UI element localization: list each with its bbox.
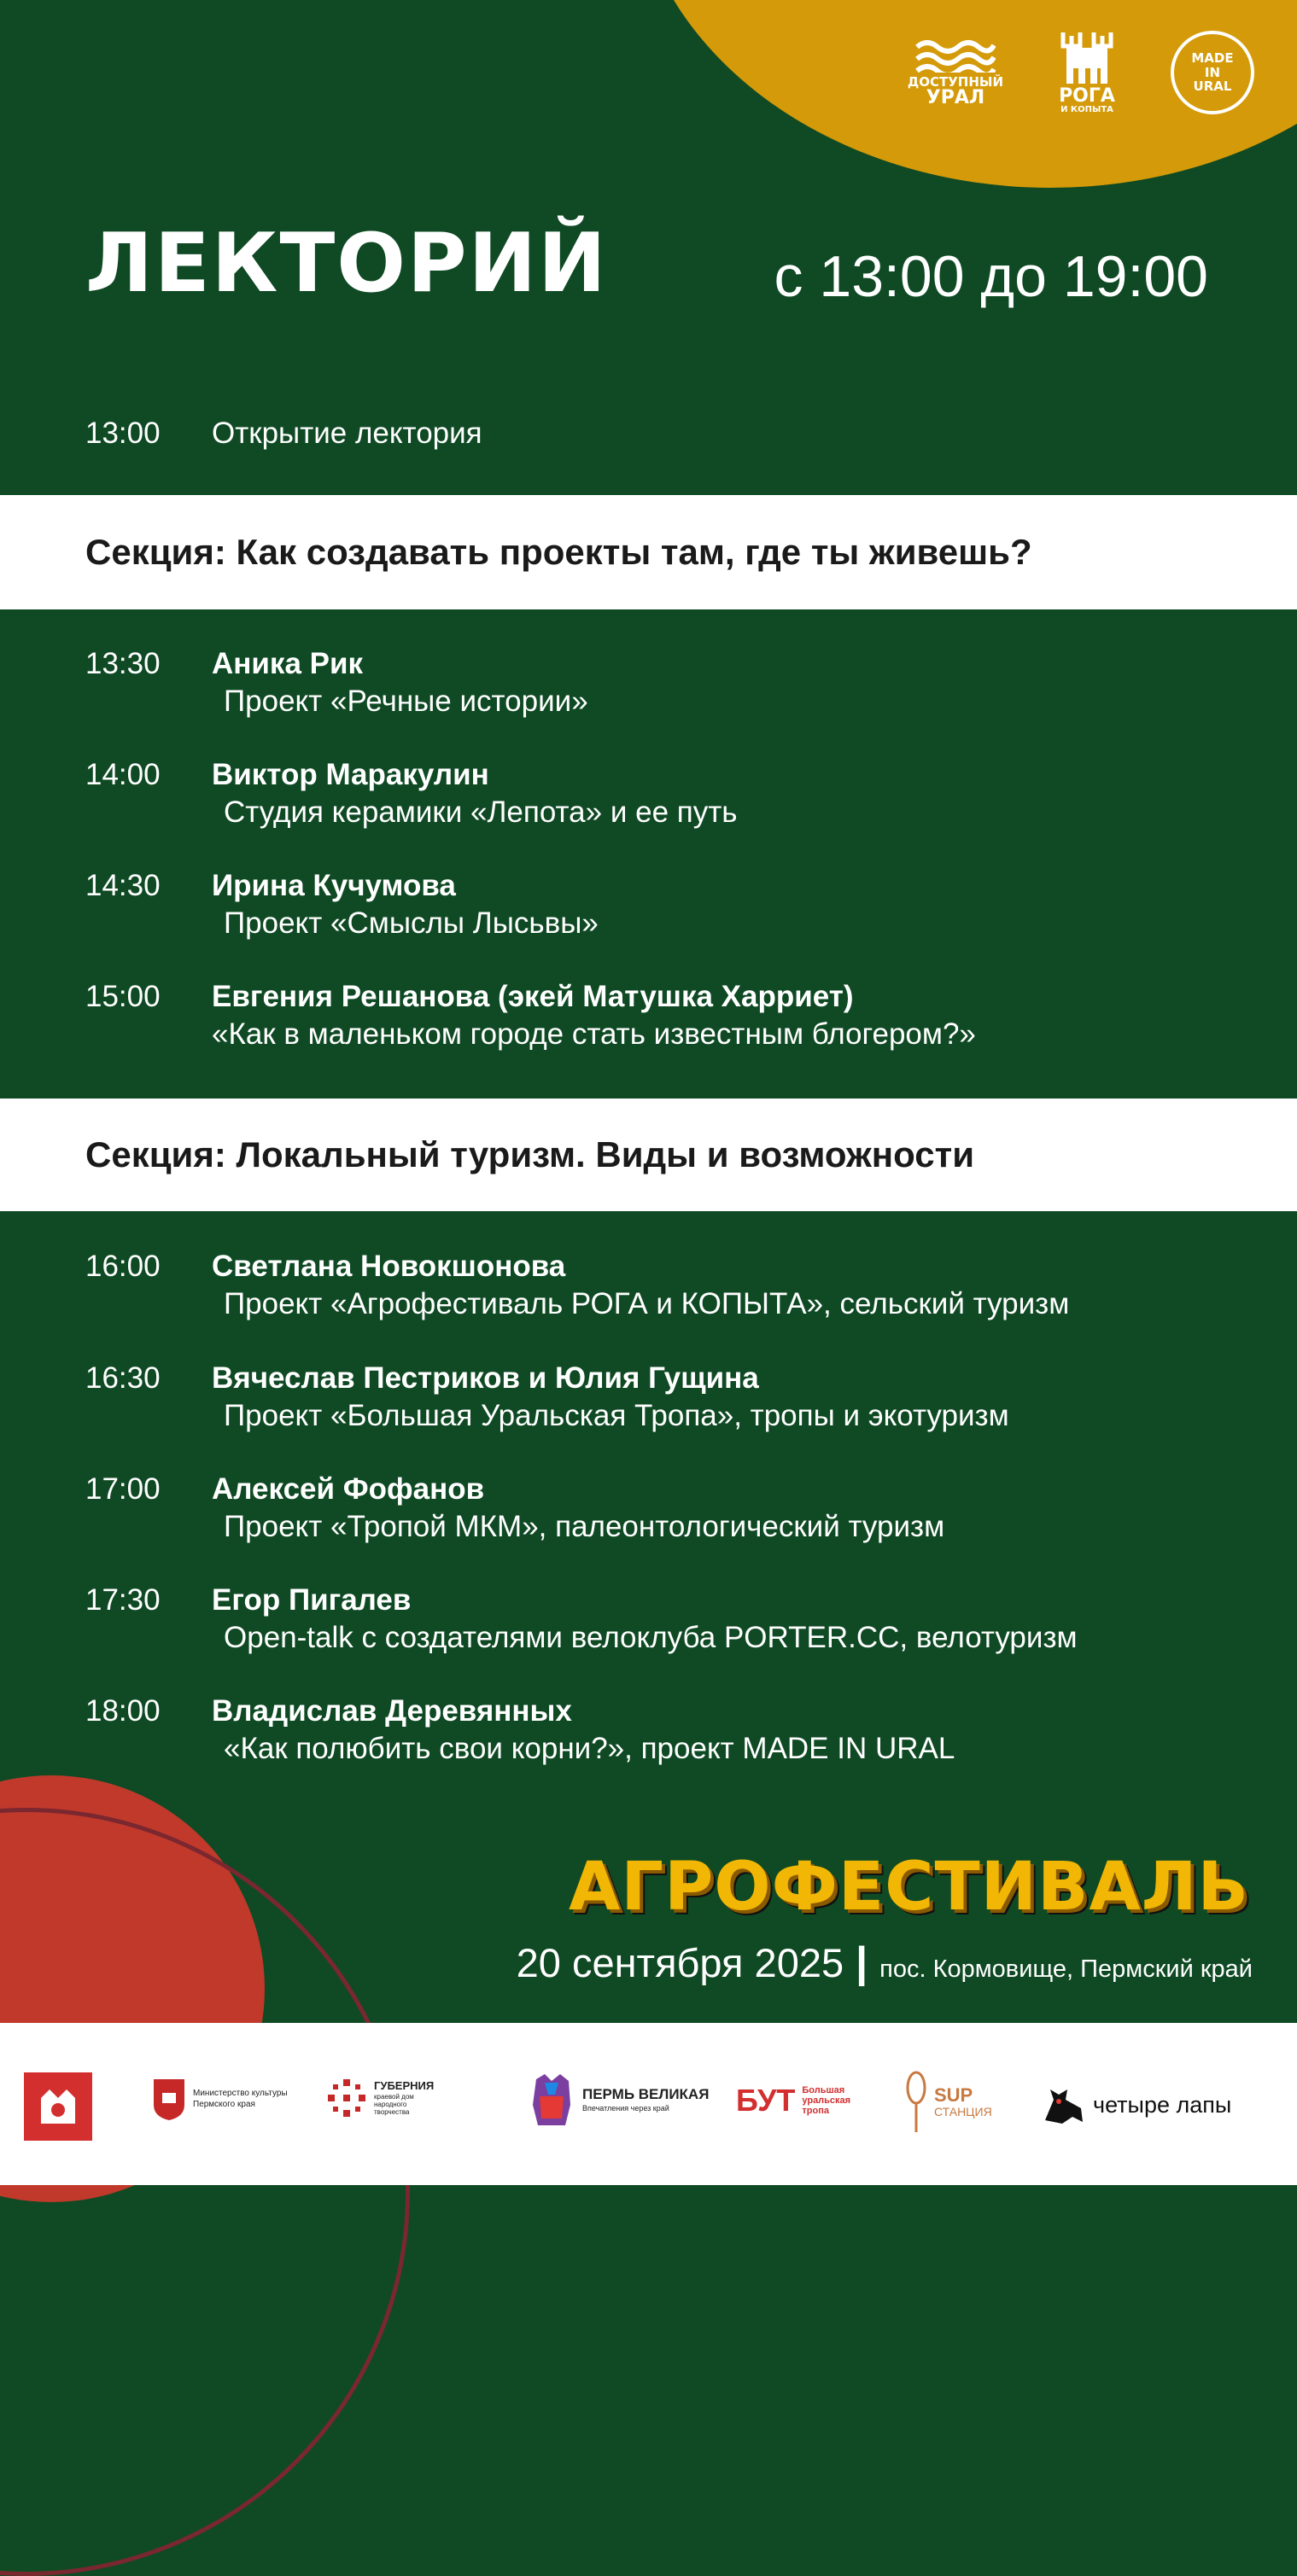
logo-text-line1: ДОСТУПНЫЙ (907, 73, 1003, 90)
sponsor-subtext: Большая (802, 2084, 845, 2095)
logo-text-line1: РОГА (1059, 85, 1115, 107)
talk-time: 17:00 (85, 1472, 161, 1506)
talk-topic: «Как в маленьком городе стать известным блогером?» (212, 1017, 976, 1051)
talk-speaker: Вячеслав Пестриков и Юлия Гущина (212, 1361, 759, 1395)
sponsor-chetyre-lapy (1042, 2083, 1231, 2127)
talk-topic: «Как полюбить свои корни?», проект MADE IN URAL (224, 1732, 955, 1765)
talk-time: 17:30 (85, 1583, 161, 1617)
logo-text-line2: И КОПЫТА (1060, 105, 1113, 114)
talk-topic: Проект «Агрофестиваль РОГА и КОПЫТА», сельский туризм (224, 1287, 1070, 1320)
festival-date: 20 сентября 2025 (516, 1940, 844, 1985)
section-header: Секция: Локальный туризм. Виды и возможности (0, 1099, 1297, 1211)
festival-date-line (517, 1938, 1253, 1987)
talk-time: 18:00 (85, 1694, 161, 1728)
sponsor-red-square-logo (24, 2072, 92, 2141)
talk-speaker: Аника Рик (212, 647, 364, 680)
sponsor-subtext: Впечатления через край (582, 2103, 669, 2113)
logo-text-line2: IN (1204, 64, 1221, 80)
bear-icon (528, 2071, 575, 2129)
talk-speaker: Евгения Решанова (экей Матушка Харриет) (212, 980, 854, 1013)
talk-topic: Open-talk с создателями велоклуба PORTER.CC, велотуризм (224, 1621, 1078, 1654)
sponsor-text: Министерство культуры (193, 2089, 288, 2098)
sponsor-text: ПЕРМЬ ВЕЛИКАЯ (582, 2086, 710, 2103)
page-title: ЛЕКТОРИЙ (85, 217, 608, 311)
talk-time: 13:00 (85, 417, 161, 450)
talk-time: 14:30 (85, 869, 161, 902)
sponsor-subtext: уральская (802, 2095, 851, 2106)
decorative-arc (0, 1808, 410, 2576)
sponsor-sup (905, 2071, 992, 2134)
time-range: с 13:00 до 19:00 (774, 244, 1208, 309)
made-in-ural-logo (1171, 31, 1254, 114)
sponsor-subtext: народного (374, 2100, 407, 2108)
talk-time: 14:00 (85, 758, 161, 791)
sponsor-perm (528, 2071, 709, 2129)
talk-topic: Проект «Тропой МКМ», палеонтологический туризм (224, 1510, 945, 1543)
talk-time: 16:00 (85, 1250, 161, 1283)
coat-of-arms-icon (152, 2076, 186, 2122)
sponsors-footer (0, 2023, 1297, 2185)
cat-icon (1042, 2083, 1086, 2127)
sponsor-but (736, 2083, 850, 2118)
talk-speaker: Ирина Кучумова (212, 869, 456, 902)
talk-speaker: Виктор Маракулин (212, 758, 489, 791)
talk-time: 15:00 (85, 980, 161, 1013)
sponsor-subtext: тропа (802, 2106, 829, 2117)
sponsor-subtext: СТАНЦИЯ (934, 2105, 992, 2119)
festival-name: АГРОФЕСТИВАЛЬ (569, 1849, 1249, 1926)
sponsor-text: БУТ (736, 2083, 796, 2118)
logo-text-line2: УРАЛ (926, 86, 985, 108)
roga-i-kopyta-logo (1055, 31, 1119, 114)
opening-text: Открытие лектория (212, 417, 482, 450)
separator: | (856, 1938, 868, 1986)
sponsor-text: Пермского края (193, 2100, 255, 2109)
sponsor-gubernia (326, 2078, 434, 2118)
deer-icon (1055, 31, 1119, 85)
sponsor-subtext: творчества (374, 2108, 410, 2117)
talk-topic: Проект «Речные истории» (224, 685, 588, 718)
ornament-icon (326, 2078, 367, 2118)
logo-text-line1: MADE (1191, 50, 1234, 67)
paddle-icon (905, 2071, 927, 2134)
festival-place: пос. Кормовище, Пермский край (879, 1955, 1253, 1983)
talk-topic: Проект «Смыслы Лысьвы» (224, 906, 599, 940)
partner-logos-top (908, 31, 1254, 114)
sponsor-ministry (152, 2076, 288, 2122)
section-header: Секция: Как создавать проекты там, где ты живешь? (0, 495, 1297, 609)
talk-topic: Студия керамики «Лепота» и ее путь (224, 796, 738, 829)
dostupny-ural-logo (908, 38, 1003, 108)
emblem-icon (24, 2072, 92, 2141)
sponsor-text: четыре лапы (1093, 2091, 1232, 2118)
waves-icon (915, 38, 996, 73)
talk-topic: Проект «Большая Уральская Тропа», тропы и экотуризм (224, 1399, 1009, 1432)
talk-speaker: Светлана Новокшонова (212, 1250, 566, 1283)
talk-speaker: Егор Пигалев (212, 1583, 412, 1617)
talk-speaker: Алексей Фофанов (212, 1472, 485, 1506)
sponsor-subtext: краевой дом (374, 2092, 414, 2101)
talk-time: 13:30 (85, 647, 161, 680)
sponsor-text: ГУБЕРНИЯ (374, 2078, 435, 2092)
logo-text-line3: URAL (1193, 79, 1232, 95)
talk-time: 16:30 (85, 1361, 161, 1395)
talk-speaker: Владислав Деревянных (212, 1694, 572, 1728)
sponsor-text: SUP (934, 2084, 973, 2107)
